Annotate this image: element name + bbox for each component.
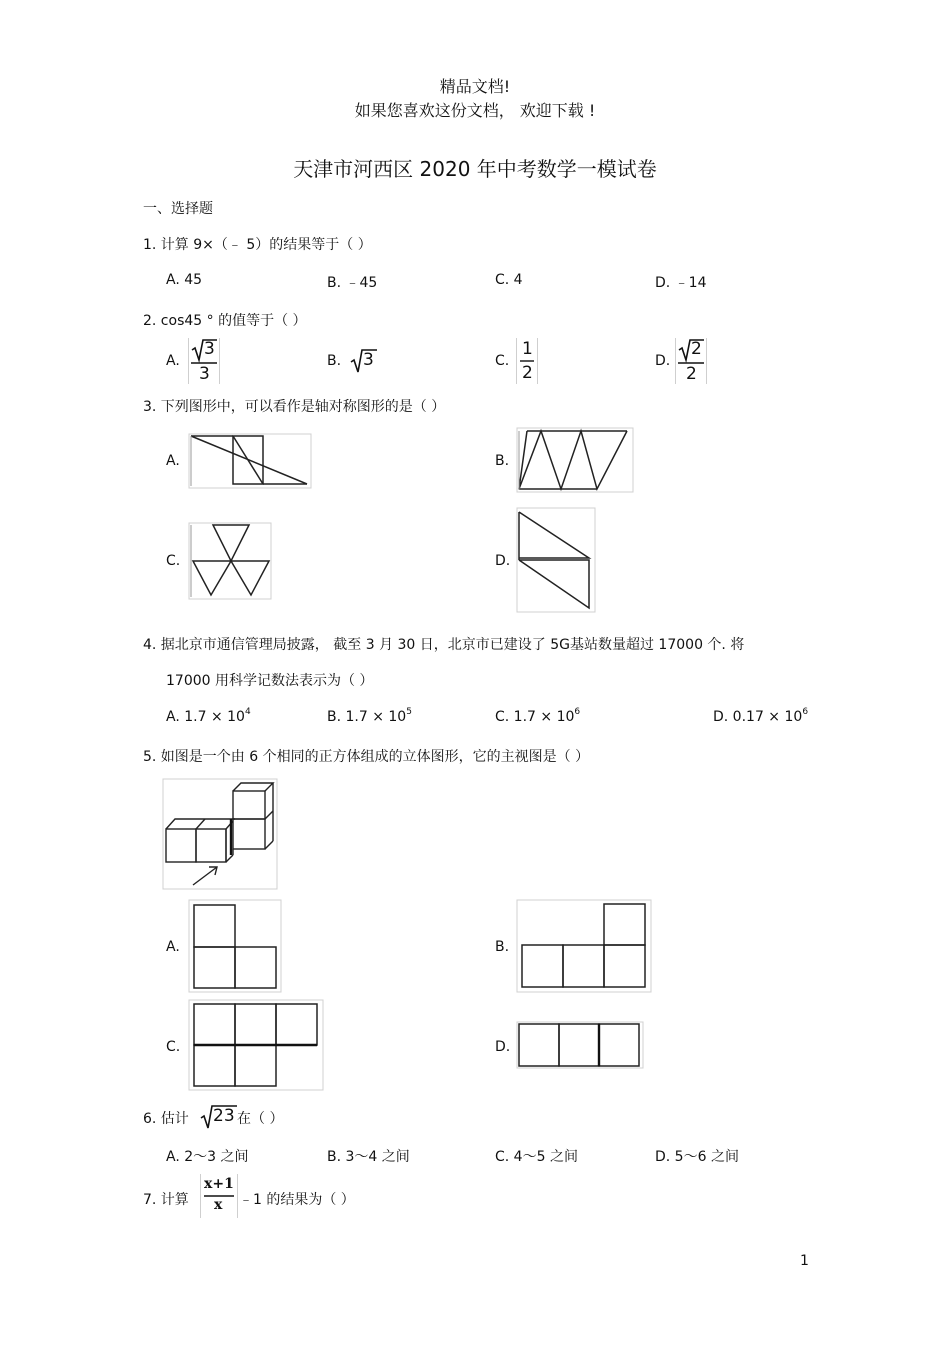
question-1-stem: 1. 计算 9×（﹣ 5）的结果等于（ ） (143, 237, 372, 253)
q6-option-d: D. 5～6 之间 (655, 1149, 739, 1165)
q2-c-denominator: 2 (522, 363, 533, 383)
q2-label-a: A. (166, 353, 180, 369)
q3-figure-b (517, 428, 635, 494)
q1-option-d: D. ﹣14 (655, 275, 707, 291)
q2-option-d-fraction (675, 338, 707, 384)
q2-d-denominator: 2 (686, 364, 697, 384)
q3-figure-a (189, 434, 313, 490)
q5-3d-figure (163, 779, 279, 891)
q6-radical (200, 1104, 238, 1130)
page-number: 1 (800, 1253, 809, 1269)
q4-d-base: D. 0.17 × 10 (713, 709, 803, 725)
section-heading: 一、选择题 (143, 201, 213, 217)
q1-option-a: A. 45 (166, 272, 203, 288)
q6-option-b: B. 3～4 之间 (327, 1149, 410, 1165)
q4-a-exponent: 4 (244, 707, 251, 717)
q3-figure-c (189, 523, 273, 601)
q4-option-b (327, 709, 412, 725)
q6-option-c: C. 4～5 之间 (495, 1149, 578, 1165)
q3-label-a: A. (166, 453, 180, 469)
q5-label-a: A. (166, 939, 180, 955)
q5-label-c: C. (166, 1039, 181, 1055)
q5-figure-a (189, 900, 283, 994)
q4-option-a (166, 709, 251, 725)
q2-option-b-radical (350, 348, 378, 374)
q7-denominator: x (214, 1197, 223, 1213)
q4-c-base: C. 1.7 × 10 (495, 709, 575, 725)
q3-label-d: D. (495, 553, 511, 569)
q2-a-denominator: 3 (199, 364, 210, 384)
q2-label-b: B. (327, 353, 342, 369)
q3-figure-d (517, 508, 597, 614)
q5-figure-c (189, 1000, 325, 1092)
q2-label-d: D. (655, 353, 671, 369)
q6-option-a: A. 2～3 之间 (166, 1149, 249, 1165)
q2-option-c-fraction (516, 338, 538, 384)
q2-b-radicand: 3 (363, 350, 374, 370)
q5-figure-b (517, 900, 653, 994)
q1-option-b: B. ﹣45 (327, 275, 378, 291)
question-4-stem-line-1: 4. 据北京市通信管理局披露， 截至 3 月 30 日，北京市已建设了 5G基站数量超过 17000 个. 将 (143, 637, 745, 653)
q6-radicand: 23 (213, 1106, 235, 1126)
question-6-stem-pre: 6. 估计 (143, 1111, 189, 1127)
q7-fraction (200, 1174, 238, 1218)
q4-option-d (713, 709, 808, 725)
q2-c-numerator: 1 (522, 339, 533, 359)
q5-label-b: B. (495, 939, 510, 955)
question-2-stem: 2. cos45 ° 的值等于（ ） (143, 313, 307, 329)
q4-b-exponent: 5 (406, 707, 412, 717)
q2-a-radicand: 3 (204, 339, 215, 359)
q1-option-c: C. 4 (495, 272, 523, 288)
q2-option-a-fraction (188, 338, 220, 384)
question-7-stem-pre: 7. 计算 (143, 1192, 189, 1208)
q2-d-radicand: 2 (691, 339, 702, 359)
q4-a-base: A. 1.7 × 10 (166, 709, 245, 725)
question-6-stem-post: 在（ ） (237, 1111, 284, 1127)
q4-c-exponent: 6 (574, 707, 581, 717)
page-title: 天津市河西区 2020 年中考数学一模试卷 (293, 157, 657, 181)
question-7-stem-post: ﹣1 的结果为（ ） (239, 1192, 355, 1208)
header-line-1: 精品文档! (439, 77, 511, 96)
q2-label-c: C. (495, 353, 510, 369)
question-5-stem: 5. 如图是一个由 6 个相同的正方体组成的立体图形，它的主视图是（ ） (143, 749, 590, 765)
question-4-stem-line-2: 17000 用科学记数法表示为（ ） (166, 673, 374, 689)
q5-figure-d (517, 1022, 645, 1070)
question-3-stem: 3. 下列图形中，可以看作是轴对称图形的是（ ） (143, 399, 446, 415)
q3-label-c: C. (166, 553, 181, 569)
q4-option-c (495, 709, 580, 725)
q7-numerator: x+1 (204, 1176, 234, 1192)
q4-b-base: B. 1.7 × 10 (327, 709, 407, 725)
q4-d-exponent: 6 (802, 707, 809, 717)
q5-label-d: D. (495, 1039, 511, 1055)
header-line-2: 如果您喜欢这份文档， 欢迎下载 ! (354, 101, 596, 120)
q3-label-b: B. (495, 453, 510, 469)
